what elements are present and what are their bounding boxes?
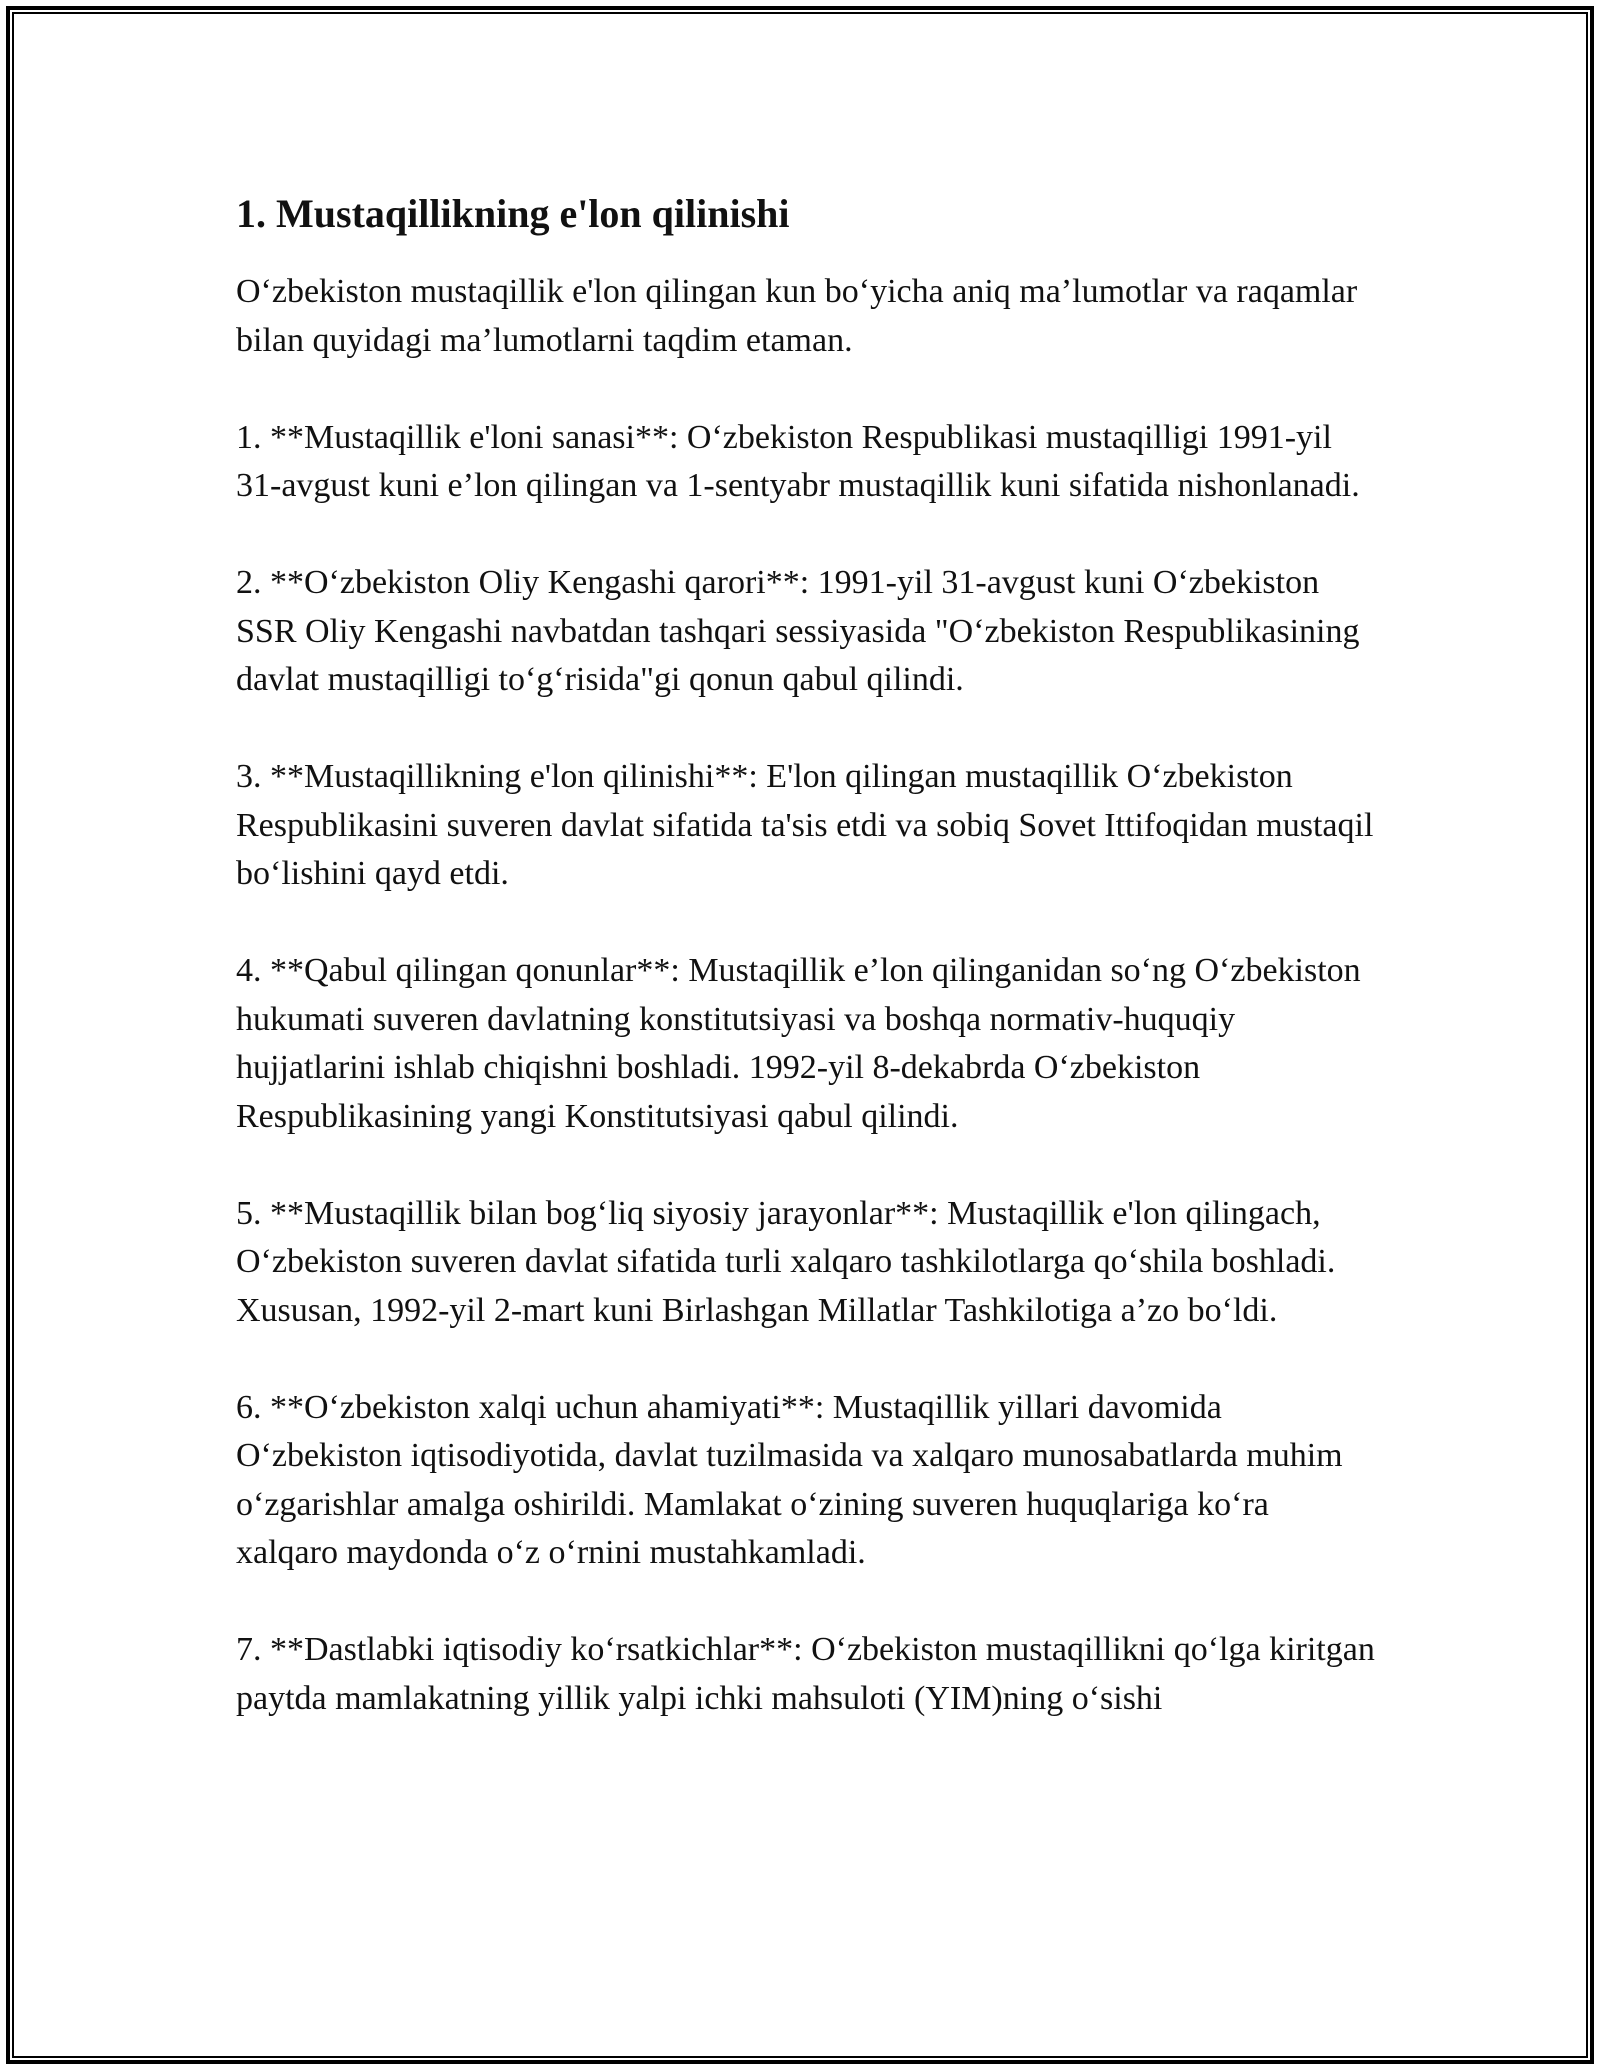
list-item: 2. **O‘zbekiston Oliy Kengashi qarori**: 1991-yil 31-avgust kuni O‘zbekiston SSR Oliy Kengashi navbatdan tashqari sessiyasida "O‘zbekiston Respublikasining davlat mustaqilligi to‘g‘risida"gi qonun qabul qilindi. xyxy=(236,564,1360,698)
intro-paragraph: O‘zbekiston mustaqillik e'lon qilingan kun bo‘yicha aniq ma’lumotlar va raqamlar bilan quyidagi ma’lumotlarni taqdim etaman. xyxy=(236,273,1358,359)
document-title: 1. Mustaqillikning e'lon qilinishi xyxy=(236,191,790,236)
list-item: 3. **Mustaqillikning e'lon qilinishi**: E'lon qilingan mustaqillik O‘zbekiston Respublikasini suveren davlat sifatida ta'sis etdi va sobiq Sovet Ittifoqidan mustaqil bo‘lishini qayd etdi. xyxy=(236,758,1374,892)
list-item: 7. **Dastlabki iqtisodiy ko‘rsatkichlar**: O‘zbekiston mustaqillikni qo‘lga kiritgan paytda mamlakatning yillik yalpi ichki mahsuloti (YIM)ning o‘sishi xyxy=(236,1631,1375,1717)
list-item: 6. **O‘zbekiston xalqi uchun ahamiyati**: Mustaqillik yillari davomida O‘zbekiston iqtisodiyotida, davlat tuzilmasida va xalqaro munosabatlarda muhim o‘zgarishlar amalga oshirildi. Mamlakat o‘zining suveren huquqlariga ko‘ra xalqaro maydonda o‘z o‘rnini mustahkamladi. xyxy=(236,1388,1343,1571)
list-item: 1. **Mustaqillik e'loni sanasi**: O‘zbekiston Respublikasi mustaqilligi 1991-yil 31-avgust kuni e’lon qilingan va 1-sentyabr mustaqillik kuni sifatida nishonlanadi. xyxy=(236,418,1360,504)
list-item: 4. **Qabul qilingan qonunlar**: Mustaqillik e’lon qilinganidan so‘ng O‘zbekiston hukumati suveren davlatning konstitutsiyasi va boshqa normativ-huquqiy hujjatlarini ishlab chiqishni boshladi. 1992-yil 8-dekabrda O‘zbekiston Respublikasining yangi Konstitutsiyasi qabul qilindi. xyxy=(236,952,1361,1135)
document-body xyxy=(236,186,1376,1723)
list-item: 5. **Mustaqillik bilan bog‘liq siyosiy jarayonlar**: Mustaqillik e'lon qilingach, O‘zbekiston suveren davlat sifatida turli xalqaro tashkilotlarga qo‘shila boshladi. Xususan, 1992-yil 2-mart kuni Birlashgan Millatlar Tashkilotiga a’zo bo‘ldi. xyxy=(236,1194,1336,1329)
